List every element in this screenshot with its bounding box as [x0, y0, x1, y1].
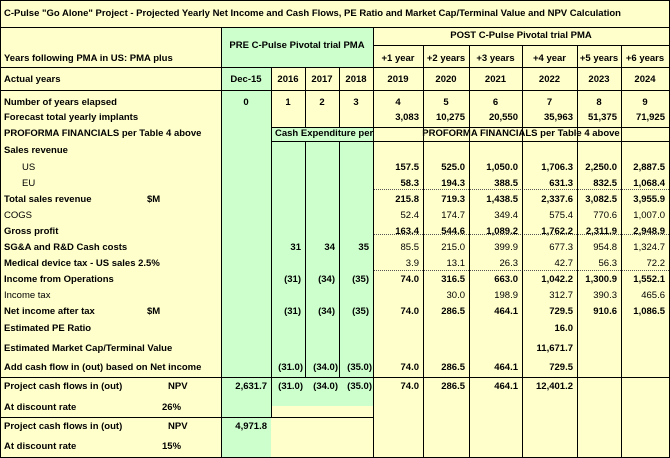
cell: 34: [324, 242, 335, 253]
cell: (35): [352, 306, 369, 317]
cell: 31: [290, 242, 301, 253]
cell: 3,955.9: [633, 194, 665, 205]
cell: (35.0): [347, 362, 372, 373]
cell: 174.7: [441, 210, 465, 221]
cell: 20,550: [488, 112, 518, 123]
cell: 729.5: [549, 362, 573, 373]
cell: 74.0: [400, 274, 419, 285]
offset-header: +4 year: [532, 53, 567, 64]
grid-line: [271, 141, 669, 142]
row-label: SG&A and R&D Cash costs: [4, 242, 128, 253]
cell: 770.6: [593, 210, 617, 221]
cell: 1: [285, 97, 291, 108]
discount-rate: 15%: [162, 441, 182, 452]
row-label: Forecast total yearly implants: [4, 112, 139, 123]
cell: 51,375: [587, 112, 617, 123]
grid-line: [0, 417, 373, 418]
offset-header: +3 years: [476, 53, 515, 64]
cell: (34.0): [313, 362, 338, 373]
year-header: 2019: [387, 74, 409, 85]
cell: 464.1: [494, 362, 518, 373]
years-following-label: Years following PMA in US: PMA plus: [4, 53, 173, 64]
cell: 13.1: [446, 258, 465, 269]
cell: 52.4: [400, 210, 419, 221]
row-label: COGS: [4, 210, 32, 221]
discount-rate: 26%: [162, 402, 182, 413]
cell: 74.0: [400, 362, 419, 373]
cell: (31.0): [278, 362, 303, 373]
grid-line: [221, 27, 222, 458]
cell: 316.5: [441, 274, 465, 285]
row-label: Gross profit: [4, 226, 59, 237]
row-label: Project cash flows in (out): [4, 421, 123, 432]
cell: 2,948.9: [633, 226, 665, 237]
year-header: 2017: [311, 74, 333, 85]
cell: 74.0: [400, 306, 419, 317]
cell: 5: [443, 97, 449, 108]
cell: 9: [642, 97, 648, 108]
proforma-header: PROFORMA FINANCIALS per Table 4 above: [422, 128, 620, 139]
cell: 954.8: [593, 242, 617, 253]
cell: 35: [358, 242, 369, 253]
cell: 12,401.2: [536, 381, 573, 392]
cell: 6: [492, 97, 499, 108]
cell: 2,311.9: [585, 226, 617, 237]
offset-header: +1 year: [381, 53, 415, 64]
npv-label: NPV: [168, 381, 188, 392]
grid-line: [373, 45, 669, 46]
cell: 215.8: [395, 194, 419, 205]
grid-line: [0, 67, 669, 68]
cell: 1,324.7: [633, 242, 665, 253]
cell: (35.0): [347, 381, 372, 392]
cell: 42.7: [554, 258, 573, 269]
cell: 286.5: [441, 306, 465, 317]
row-label: At discount rate: [4, 402, 77, 413]
cell: (31.0): [278, 381, 303, 392]
cell: 163.4: [395, 226, 419, 237]
npv-value: 4,971.8: [235, 421, 267, 432]
npv-value: 2,631.7: [235, 381, 267, 392]
cell: 719.3: [441, 194, 465, 205]
cell: 544.6: [441, 226, 465, 237]
cell: 1,706.3: [541, 162, 573, 173]
cell: 2,887.5: [633, 162, 665, 173]
cell: 1,042.2: [541, 274, 573, 285]
cell: 312.7: [549, 290, 573, 301]
year-header: 2016: [277, 74, 299, 85]
cell: 11,671.7: [536, 343, 573, 354]
row-label: Income from Operations: [4, 274, 114, 285]
cell: 1,300.9: [585, 274, 617, 285]
cell: 2,250.0: [585, 162, 617, 173]
grid-line: [373, 270, 669, 271]
cell: 3,082.5: [585, 194, 617, 205]
cell: 72.2: [646, 258, 665, 269]
year-header: 2024: [634, 74, 656, 85]
year-header: 2020: [435, 74, 457, 85]
row-label: Net income after tax: [4, 306, 95, 317]
offset-header: +5 years: [579, 53, 619, 64]
cell: 832.5: [593, 178, 617, 189]
cell: 58.3: [400, 178, 419, 189]
cell: 8: [596, 97, 602, 108]
cell: 3: [353, 97, 359, 108]
cell: 1,086.5: [633, 306, 665, 317]
cell: 465.6: [641, 290, 665, 301]
row-label: Add cash flow in (out) based on Net income: [4, 362, 202, 373]
cell: 4: [395, 97, 401, 108]
cell: 74.0: [400, 381, 419, 392]
row-label: PROFORMA FINANCIALS per Table 4 above: [4, 128, 202, 139]
cell: (34): [318, 306, 335, 317]
cell: 30.0: [446, 290, 465, 301]
cell: 631.3: [549, 178, 573, 189]
cell: 71,925: [635, 112, 665, 123]
row-label: US: [22, 162, 36, 173]
row-label: At discount rate: [4, 441, 77, 452]
cell: 464.1: [494, 381, 518, 392]
cell: (31): [284, 306, 301, 317]
cell: 1,552.1: [633, 274, 665, 285]
cell: 0: [243, 97, 249, 108]
cell: 198.9: [494, 290, 518, 301]
cell: 399.9: [494, 242, 518, 253]
year-header: 2023: [588, 74, 610, 85]
grid-line: [0, 0, 1, 458]
cell: 464.1: [494, 306, 518, 317]
grid-line: [0, 377, 669, 378]
cell: 1,007.0: [633, 210, 665, 221]
cell: 1,762.2: [541, 226, 573, 237]
row-label: EU: [22, 178, 36, 189]
cell: 1,068.4: [633, 178, 665, 189]
cell: 286.5: [441, 381, 465, 392]
cell: 35,963: [543, 112, 573, 123]
cell: 3,083: [395, 112, 419, 123]
cell: 3.9: [405, 258, 419, 269]
cell: (35): [352, 274, 369, 285]
cell: 286.5: [441, 362, 465, 373]
offset-header: +2 years: [426, 53, 466, 64]
grid-line: [0, 0, 669, 1]
cell: 7: [546, 97, 553, 108]
row-label: Income tax: [4, 290, 51, 301]
npv-label: NPV: [168, 421, 188, 432]
cell: 729.5: [549, 306, 573, 317]
cell: 388.5: [494, 178, 518, 189]
cell: 677.3: [549, 242, 573, 253]
row-label: Estimated Market Cap/Terminal Value: [4, 343, 173, 354]
cell: 85.5: [400, 242, 419, 253]
cell: 390.3: [593, 290, 617, 301]
year-header: 2021: [484, 74, 507, 85]
cell: 26.3: [499, 258, 518, 269]
row-label: Project cash flows in (out): [4, 381, 123, 392]
cell: 10,275: [435, 112, 465, 123]
cell: 910.6: [593, 306, 617, 317]
unit-label: $M: [147, 194, 161, 205]
cell: 525.0: [441, 162, 465, 173]
actual-years-label: Actual years: [4, 74, 61, 85]
cell: 1,089.2: [486, 226, 518, 237]
sheet-title: C-Pulse "Go Alone" Project - Projected Yearly Net Income and Cash Flows, PE Ratio and Market Cap/Terminal Value and NPV Calculation: [4, 8, 621, 19]
cell: 663.0: [494, 274, 518, 285]
cell: (31): [284, 274, 301, 285]
cell: (34.0): [313, 381, 338, 392]
grid-line: [0, 27, 669, 28]
cell: 575.4: [549, 210, 573, 221]
cell: 2: [319, 97, 325, 108]
cell: 349.4: [494, 210, 518, 221]
year-header: 2018: [345, 74, 367, 85]
unit-label: $M: [147, 306, 161, 317]
cash-expenditure-header: Cash Expenditure per: [275, 128, 374, 139]
cell: 56.3: [598, 258, 617, 269]
cell: 2,337.6: [541, 194, 573, 205]
year-header: 2022: [538, 74, 561, 85]
cell: 16.0: [554, 323, 573, 334]
cell: 1,050.0: [486, 162, 518, 173]
row-label: Number of years elapsed: [4, 97, 117, 108]
post-pma-header: POST C-Pulse Pivotal trial PMA: [450, 30, 592, 41]
row-label: Estimated PE Ratio: [4, 323, 92, 334]
row-label: Total sales revenue: [4, 194, 92, 205]
grid-line: [0, 90, 669, 91]
cell: 1,438.5: [486, 194, 518, 205]
offset-header: +6 years: [625, 53, 665, 64]
cell: (34): [318, 274, 335, 285]
cell: 194.3: [441, 178, 465, 189]
dec15-column-fill: [221, 67, 271, 457]
pre-pma-header: PRE C-Pulse Pivotal trial PMA: [229, 40, 365, 51]
cell: 215.0: [441, 242, 465, 253]
cell: 157.5: [395, 162, 419, 173]
row-label: Medical device tax - US sales 2.5%: [4, 258, 160, 269]
grid-line: [305, 141, 306, 377]
year-header: Dec-15: [230, 74, 262, 85]
grid-line: [339, 141, 340, 377]
row-label: Sales revenue: [4, 145, 68, 156]
